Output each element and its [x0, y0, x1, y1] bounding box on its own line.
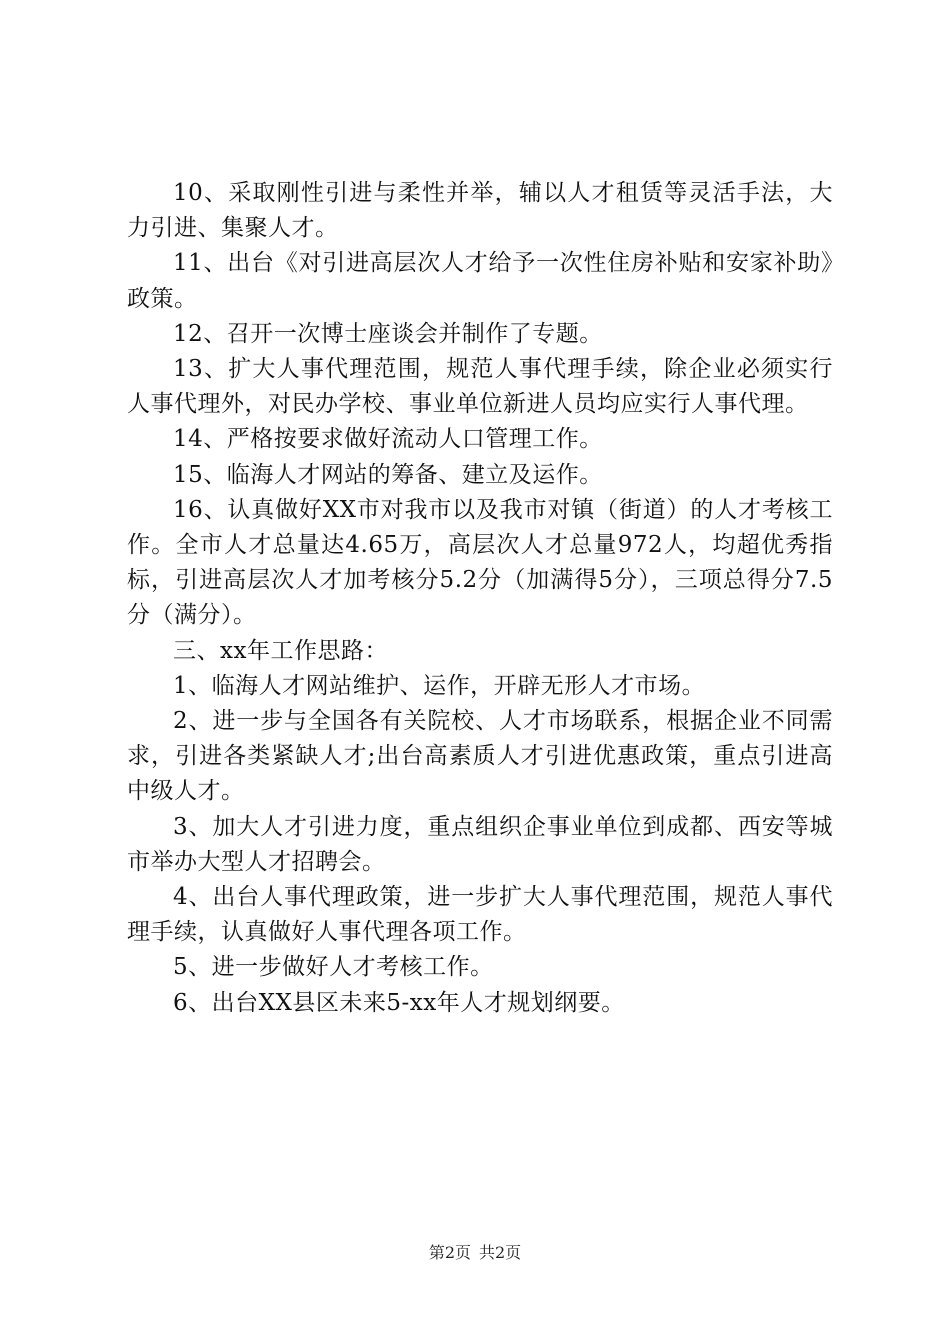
plan-item-3: 3、加大人才引进力度，重点组织企事业单位到成都、西安等城市举办大型人才招聘会。: [127, 813, 833, 875]
plan-item-1: 1、临海人才网站维护、运作，开辟无形人才市场。: [173, 672, 706, 699]
page-footer: [0, 1243, 950, 1263]
paragraph-item-15: 15、临海人才网站的筹备、建立及运作。: [173, 461, 603, 488]
paragraph-item-11: 11、出台《对引进高层次人才给予一次性住房补贴和安家补助》政策。: [127, 250, 833, 312]
section-heading-work-plan: 三、xx年工作思路：: [173, 637, 388, 664]
plan-item-5: 5、进一步做好人才考核工作。: [173, 954, 494, 981]
plan-item-4: 4、出台人事代理政策，进一步扩大人事代理范围，规范人事代理手续，认真做好人事代理各项工作。: [127, 884, 833, 946]
document-body: [127, 176, 833, 1021]
paragraph-item-13: 13、扩大人事代理范围，规范人事代理手续，除企业必须实行人事代理外，对民办学校、事业单位新进人员均应实行人事代理。: [127, 356, 833, 418]
page-number-total: 共2页: [479, 1243, 522, 1262]
paragraph-item-12: 12、召开一次博士座谈会并制作了专题。: [173, 320, 603, 347]
paragraph-item-14: 14、严格按要求做好流动人口管理工作。: [173, 426, 603, 453]
paragraph-item-10: 10、采取刚性引进与柔性并举，辅以人才租赁等灵活手法，大力引进、集聚人才。: [127, 180, 833, 242]
paragraph-item-16: 16、认真做好XX市对我市以及我市对镇（街道）的人才考核工作。全市人才总量达4.65万，高层次人才总量972人，均超优秀指标，引进高层次人才加考核分5.2分（加满得5分），三项总得分7.5分（满分）。: [127, 496, 833, 629]
plan-item-2: 2、进一步与全国各有关院校、人才市场联系，根据企业不同需求，引进各类紧缺人才;出台高素质人才引进优惠政策，重点引进高中级人才。: [127, 708, 833, 805]
plan-item-6: 6、出台XX县区未来5-xx年人才规划纲要。: [173, 989, 625, 1016]
page-number-current: 第2页: [428, 1243, 471, 1262]
